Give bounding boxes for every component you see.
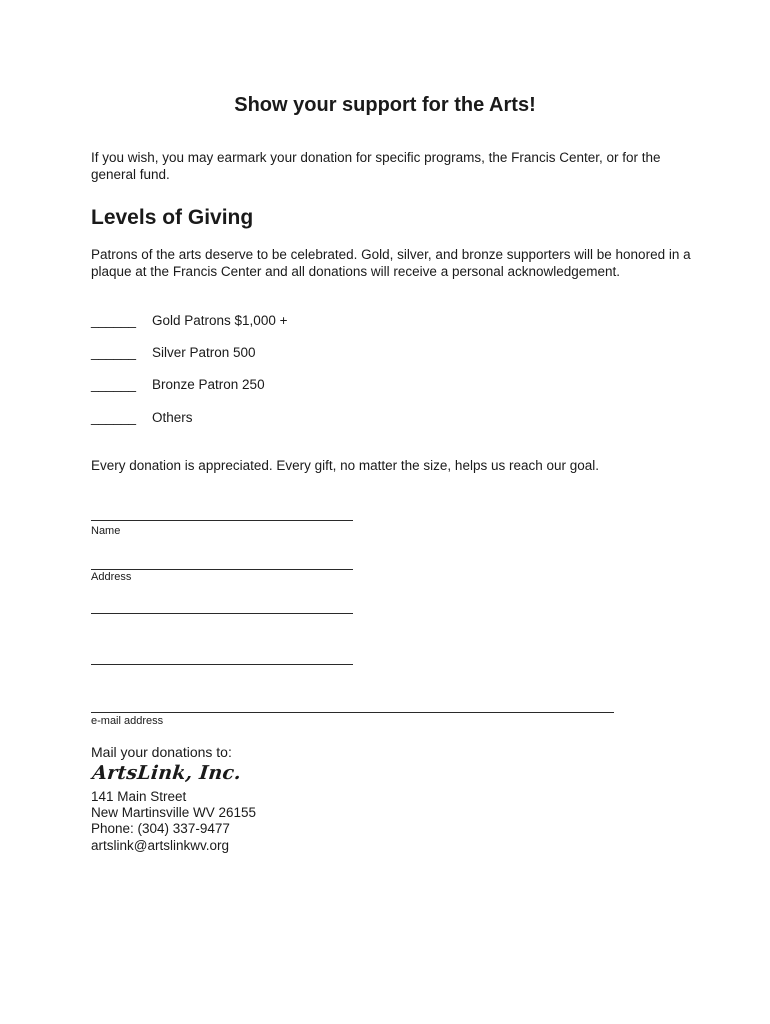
email-label: e-mail address [91, 715, 164, 727]
appreciation-text: Every donation is appreciated. Every gift, no matter the size, helps us reach our goal. [91, 458, 600, 473]
email-line[interactable] [91, 712, 614, 713]
intro-paragraph: If you wish, you may earmark your donation for specific programs, the Francis Center, or for the general fund. [91, 150, 661, 182]
address-line-3[interactable] [91, 664, 353, 665]
contact-email-link[interactable]: artslink@artslinkwv.org [91, 838, 229, 853]
level-gold-label: Gold Patrons $1,000 + [152, 313, 288, 328]
page-title: Show your support for the Arts! [234, 94, 536, 116]
contact-phone: Phone: (304) 337-9477 [91, 821, 230, 836]
level-others-blank[interactable]: ______ [91, 410, 137, 425]
org-signature: ArtsLink, Inc. [91, 762, 243, 784]
address-line-2[interactable] [91, 613, 353, 614]
level-silver-blank[interactable]: ______ [91, 345, 137, 360]
level-others-label: Others [152, 410, 193, 425]
levels-heading: Levels of Giving [91, 206, 254, 229]
address-label: Address [91, 571, 132, 583]
name-line[interactable] [91, 520, 353, 521]
levels-intro-paragraph: Patrons of the arts deserve to be celebrated. Gold, silver, and bronze supporters will be honored in a plaque at the Francis Center and all donations will receive a personal acknowledgement. [91, 247, 691, 279]
level-silver-label: Silver Patron 500 [152, 345, 256, 360]
name-label: Name [91, 525, 121, 537]
mail-heading: Mail your donations to: [91, 744, 232, 760]
level-gold-blank[interactable]: ______ [91, 313, 137, 328]
level-bronze-blank[interactable]: ______ [91, 377, 137, 392]
contact-city: New Martinsville WV 26155 [91, 805, 257, 820]
level-bronze-label: Bronze Patron 250 [152, 377, 265, 392]
address-line-1[interactable] [91, 569, 353, 570]
contact-street: 141 Main Street [91, 789, 187, 804]
